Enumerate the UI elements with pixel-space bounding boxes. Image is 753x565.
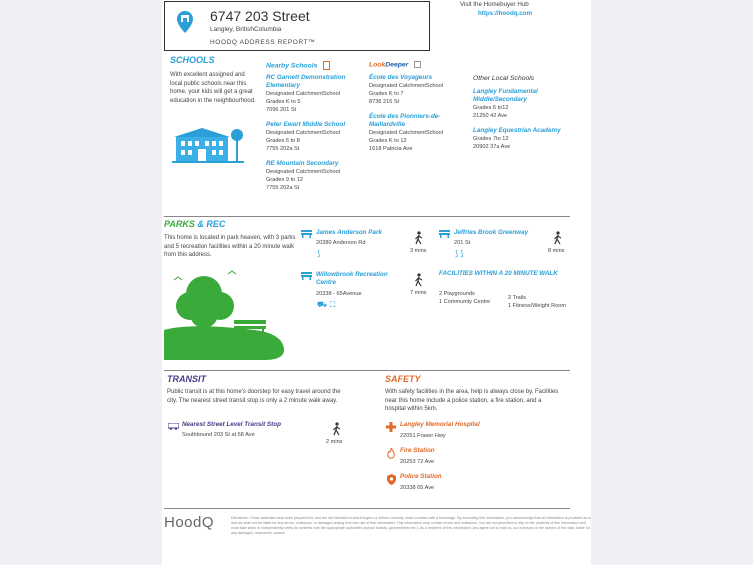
safety-name[interactable]: Langley Memorial Hospital	[400, 421, 480, 428]
homebuyer-hub-text: Visit the Homebuyer Hub	[460, 1, 529, 8]
transit-intro: Public transit is at this home's doorstep for easy travel around the city. The nearest street transit stop is only a 2 minute walk away.	[167, 389, 341, 404]
other-schools-title: Other Local Schools	[473, 75, 535, 82]
facilities-title: FACILITIES WITHIN A 20 MINUTE WALK	[439, 270, 558, 277]
park-bench-icon	[301, 230, 312, 238]
safety-title: SAFETY	[385, 374, 421, 384]
walk-time: 8 mins	[548, 248, 565, 254]
park-address: 201 St	[454, 240, 471, 246]
schools-intro: With excellent assigned and local public schools near this home, your kids will get a great education in the neighbourhood.	[170, 72, 256, 104]
school-address: 20902 37a Ave	[473, 144, 511, 150]
school-item	[473, 88, 563, 120]
facility-icons: ⛟ ⛶	[317, 300, 336, 309]
school-name[interactable]: Peter Ewart Middle School	[266, 121, 346, 128]
school-address: 7096 201 St	[266, 107, 297, 113]
school-grades: Grades K to 12	[369, 138, 407, 144]
parks-intro: This home is located in park heaven, with 3 parks and 5 recreation facilities within a 20 minute walk from this address.	[164, 235, 296, 258]
park-address: 20338 - 65Avenue	[316, 291, 362, 297]
fire-icon	[387, 448, 395, 459]
school-grades: Grades 6 to 8	[266, 138, 300, 144]
document-icon	[323, 61, 330, 70]
safety-address: 20253 72 Ave	[400, 459, 435, 465]
school-item	[369, 74, 465, 106]
school-address: 7755 202a St	[266, 185, 300, 191]
school-grades: Grades 6 to12	[473, 105, 509, 111]
hoodq-logo: HoodQ	[164, 514, 215, 531]
nearby-schools-label: Nearby Schools	[266, 62, 318, 70]
park-name[interactable]: Jeffries Brook Greenway	[454, 229, 529, 236]
school-item	[266, 121, 362, 153]
transit-stop-address: Southbound 203 St at 68 Ave	[182, 432, 255, 438]
school-grades: Grades K to 7	[369, 91, 404, 97]
other-schools-list	[473, 88, 563, 151]
school-address: 1618 Patricia Ave	[369, 146, 413, 152]
report-label: HOODQ ADDRESS REPORT™	[210, 39, 316, 46]
disclaimer-text: Disclaimer: These materials have been prepared for and are not intended to solicit buyers or sellers currently under contract with a brokerage. By accessing this information, you acknowledge that all information is provided as is and we shall not be liable for any errors, omissions, or damages arising from the use of this information. This information may contain errors and omissions. You are not permitted to rely on the contents of this information and must take steps to independently verify its contents with the appropriate authorities (school boards, governments etc.). As a recipient of this information, you agree not to hold us, our licensors or the owners of the data, liable for any damages, howsoever caused.	[231, 516, 591, 535]
park-name[interactable]: James Anderson Park	[316, 229, 382, 236]
walking-icon	[332, 422, 341, 436]
facility-item: 2 Trails	[508, 295, 527, 301]
school-item	[473, 127, 563, 151]
school-type: Designated CatchmentSchool	[266, 169, 341, 175]
divider	[164, 370, 570, 371]
walk-time: 7 mins	[410, 290, 427, 296]
school-item	[266, 74, 362, 114]
facility-item: 2 Playgrounds	[439, 291, 475, 297]
trail-icon: ⟆ ⟆	[455, 249, 464, 258]
school-address: 21250 42 Ave	[473, 113, 508, 119]
facility-item: 1 Fitness/Weight Room	[508, 303, 567, 309]
parks-title	[164, 219, 225, 229]
school-item	[266, 160, 362, 192]
safety-address: 20338 65 Ave	[400, 485, 435, 491]
safety-address: 22051 Fraser Hwy	[400, 433, 446, 439]
school-grades: Grades 7to 12	[473, 136, 509, 142]
lookdeeper-schools-list	[369, 74, 465, 153]
walking-icon	[553, 231, 562, 245]
safety-name[interactable]: Police Station	[400, 473, 442, 480]
school-name[interactable]: Langley Equestrian Academy	[473, 127, 561, 134]
walk-time: 3 mins	[410, 248, 427, 254]
park-address: 20380 Anderson Rd	[316, 240, 366, 246]
school-name[interactable]: Langley Fundamental Middle/Secondary	[473, 88, 538, 103]
school-address: 7755 202a St	[266, 146, 300, 152]
facilities-left	[439, 290, 499, 306]
school-type: Designated CatchmentSchool	[369, 83, 444, 89]
safety-intro: With safety facilities in the area, help is always close by. Facilities near this home include a police station, a fire station, and a hospital within 5km.	[385, 389, 559, 412]
lookdeeper-deeper: Deeper	[385, 61, 409, 69]
school-name[interactable]: RC Garnett Demonstration Elementary	[266, 74, 346, 89]
bus-icon	[168, 423, 179, 430]
park-name[interactable]: Willowbrook Recreation Centre	[316, 271, 388, 286]
parks-title-b: & REC	[194, 219, 226, 229]
park-bench-icon	[301, 272, 312, 280]
report-page	[162, 0, 591, 565]
facilities-right	[508, 294, 568, 310]
parks-title-a: PARKS	[164, 219, 195, 229]
address-header	[164, 1, 430, 51]
divider	[164, 216, 570, 217]
info-icon	[414, 61, 421, 68]
school-type: Designated CatchmentSchool	[266, 91, 341, 97]
schools-title: SCHOOLS	[170, 55, 215, 65]
school-type: Designated CatchmentSchool	[266, 130, 341, 136]
school-item	[369, 113, 465, 153]
lookdeeper-look: Look	[369, 61, 386, 69]
address-city: Langley, BritishColumbia	[210, 26, 282, 33]
hospital-icon	[386, 422, 396, 432]
transit-title: TRANSIT	[167, 374, 206, 384]
trail-icon: ⟆	[317, 249, 321, 258]
school-grades: Grades K to 5	[266, 99, 301, 105]
school-building-icon	[172, 125, 244, 163]
facility-item: 1 Community Centre	[439, 299, 491, 305]
walking-icon	[414, 231, 423, 245]
walk-time: 2 mins	[326, 439, 343, 445]
divider	[164, 508, 570, 509]
homebuyer-hub-link[interactable]: https://hoodq.com	[478, 10, 532, 17]
walking-icon	[414, 273, 423, 287]
park-bench-icon	[439, 230, 450, 238]
lookdeeper-title	[369, 61, 421, 68]
school-name[interactable]: RE Mountain Secondary	[266, 160, 339, 167]
park-tree-illustration	[164, 268, 288, 360]
address-title: 6747 203 Street	[210, 8, 310, 24]
school-name[interactable]: École des Pionniers-de-Maillardville	[369, 113, 441, 128]
school-address: 8736 216 St	[369, 99, 400, 105]
nearby-schools-list	[266, 74, 362, 192]
location-pin-icon	[176, 10, 194, 34]
school-type: Designated CatchmentSchool	[369, 130, 444, 136]
police-badge-icon	[387, 474, 396, 485]
school-name[interactable]: École des Voyageurs	[369, 74, 433, 81]
school-grades: Grades 9 to 12	[266, 177, 304, 183]
transit-stop-name[interactable]: Nearest Street Level Transit Stop	[182, 421, 281, 428]
nearby-schools-title	[266, 61, 330, 70]
safety-name[interactable]: Fire Station	[400, 447, 435, 454]
